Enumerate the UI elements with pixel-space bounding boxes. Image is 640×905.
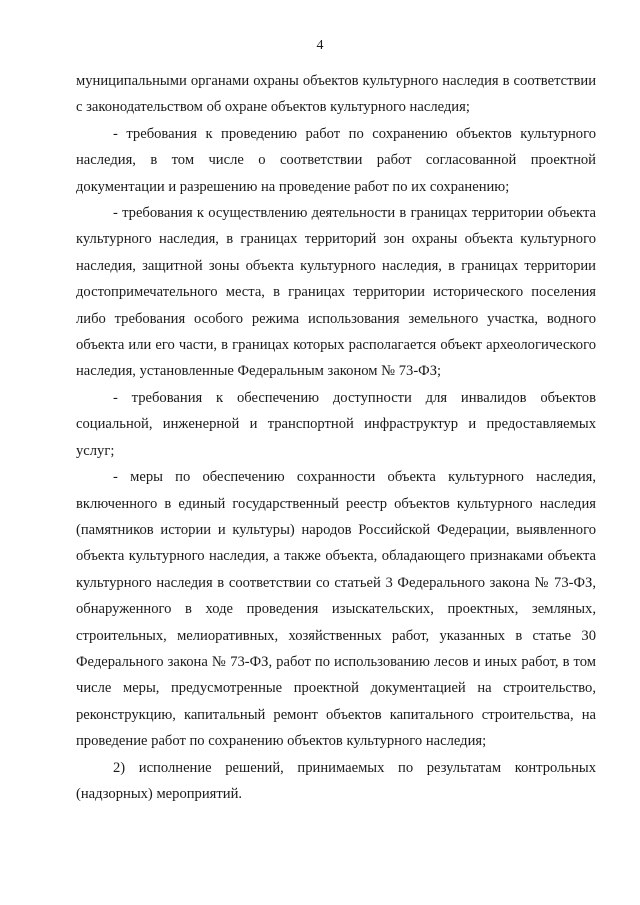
page-number: 4 bbox=[316, 38, 324, 53]
paragraph-preservation-measures: - меры по обеспечению сохранности объекта культурного наследия, включенного в единый государственный реестр объектов культурного наследия (памятников истории и культуры) народов Российской Федерации, выявленного объекта культурного наследия, а также объекта, обладающего признаками объекта культурного наследия в соответствии со статьей 3 Федерального закона № 73-ФЗ, обнаруженного в ходе проведения изыскательских, проектных, земляных, строительных, мелиоративных, хозяйственных работ, указанных в статье 30 Федерального закона № 73-ФЗ, работ по использованию лесов и иных работ, в том числе меры, предусмотренные проектной документацией на строительство, реконструкцию, капитальный ремонт объектов капитального строительства, на проведение работ по сохранению объектов культурного наследия; bbox=[76, 469, 596, 750]
paragraph-decisions-execution: 2) исполнение решений, принимаемых по результатам контрольных (надзорных) мероприятий. bbox=[76, 759, 596, 802]
paragraph-continuation: муниципальными органами охраны объектов культурного наследия в соответствии с законодательством об охране объектов культурного наследия; bbox=[76, 73, 596, 116]
document-body bbox=[76, 68, 596, 807]
paragraph-accessibility-requirements: - требования к обеспечению доступности для инвалидов объектов социальной, инженерной и транспортной инфраструктур и предоставляемых услуг; bbox=[76, 389, 596, 459]
paragraph-territory-requirements: - требования к осуществлению деятельности в границах территории объекта культурного наследия, в границах территорий зон охраны объекта культурного наследия, защитной зоны объекта культурного наследия, в границах территории достопримечательного места, в границах территории исторического поселения либо требования особого режима использования земельного участка, водного объекта или его части, в границах которых располагается объект археологического наследия, установленные Федеральным законом № 73-ФЗ; bbox=[76, 205, 596, 380]
paragraph-restoration-requirements: - требования к проведению работ по сохранению объектов культурного наследия, в том числе о соответствии работ согласованной проектной документации и разрешению на проведение работ по их сохранению; bbox=[76, 125, 596, 195]
